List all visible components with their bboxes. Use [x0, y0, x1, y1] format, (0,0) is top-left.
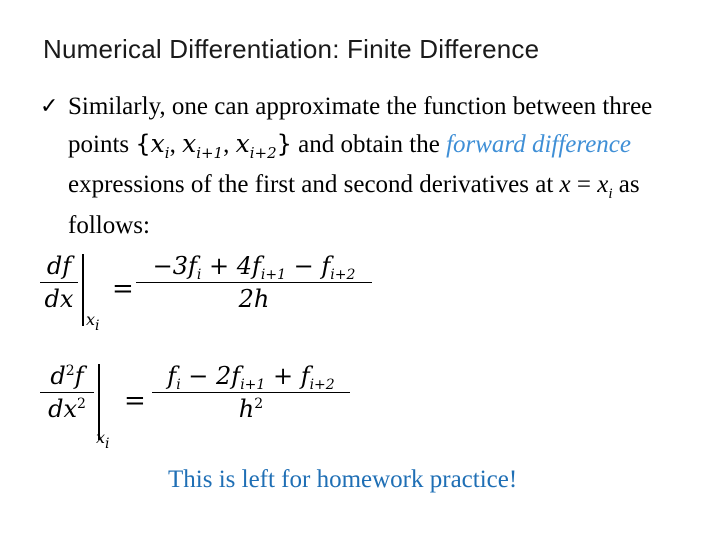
eq2-lhs-numerator: [40, 362, 94, 390]
eq2-rhs-num-s3: i+2: [309, 377, 335, 393]
para-text-1: Similarly, one can approximate the function between three points: [68, 93, 653, 158]
para-text-2: and obtain the: [291, 131, 447, 158]
eq1-rhs-numerator: [136, 252, 372, 283]
set-x-i1: x: [182, 129, 197, 158]
eq2-eval-var: x: [96, 428, 106, 447]
eq1-eval-sub: i: [95, 318, 100, 334]
forward-difference-highlight: forward difference: [446, 131, 631, 158]
eq1-rhs-num-a: −3f: [152, 252, 197, 280]
eq2-rhs-denominator: [152, 395, 350, 423]
para-text-4: as follows:: [68, 171, 640, 239]
eq2-rhs-fraction: [152, 362, 350, 423]
eq2-evaluation-point: [96, 428, 110, 452]
eq2-rhs-numerator: [152, 362, 350, 393]
eq2-eval-sub: i: [105, 436, 110, 452]
eq2-rhs-num-b: − 2f: [180, 362, 241, 390]
eq2-rhs-den-h: h: [238, 395, 255, 423]
eq1-lhs-fraction: [40, 252, 78, 313]
check-mark-icon: ✓: [40, 94, 59, 119]
set-open-brace: {: [135, 130, 151, 158]
eq1-rhs-num-s3: i+2: [330, 267, 356, 283]
eq1-evaluation-bar: [82, 254, 84, 326]
eq2-rhs-den-sup: 2: [254, 396, 264, 412]
eq1-equals: =: [112, 274, 134, 304]
eq1-rhs-denominator: 2h: [238, 285, 270, 313]
set-close-brace: }: [276, 130, 292, 158]
at-x-i: x: [597, 171, 609, 198]
eq2-rhs-num-c: + f: [265, 362, 310, 390]
set-x-i1-sub: i+1: [196, 144, 224, 162]
eq2-lhs-num-sup: 2: [65, 363, 75, 379]
set-x-i: x: [150, 129, 165, 158]
set-comma-1: ,: [169, 131, 183, 158]
eq2-lhs-denominator: [40, 395, 94, 423]
slide-title: Numerical Differentiation: Finite Difference: [43, 34, 540, 64]
para-text-3: expressions of the first and second derivatives at: [68, 171, 560, 198]
eq2-rhs-num-s1: i: [176, 377, 181, 393]
eq2-lhs-fraction: [40, 362, 94, 423]
first-derivative-equation: [40, 252, 400, 342]
set-x-i-sub: i: [164, 144, 170, 162]
eq2-lhs-den-dx: dx: [48, 395, 77, 423]
bullet-paragraph: [68, 88, 668, 244]
eq1-rhs-num-s1: i: [196, 267, 202, 283]
eq1-rhs-num-b: + 4f: [201, 252, 261, 280]
eq1-evaluation-point: [86, 310, 100, 334]
eq1-rhs-num-s2: i+1: [260, 267, 287, 283]
eq2-rhs-num-s2: i+1: [240, 377, 266, 393]
eq1-lhs-denominator: dx: [44, 285, 74, 313]
at-equals: =: [570, 171, 598, 198]
eq1-eval-var: x: [86, 310, 96, 329]
set-x-i2-sub: i+2: [249, 144, 277, 162]
second-derivative-equation: [40, 362, 400, 457]
eq2-lhs-den-sup: 2: [76, 396, 86, 412]
eq1-rhs-num-c: − f: [286, 252, 331, 280]
homework-note: This is left for homework practice!: [168, 466, 518, 493]
eq2-lhs-num-d: d: [50, 362, 66, 390]
eq1-lhs-bar: [40, 282, 78, 283]
at-x: x: [559, 171, 571, 198]
eq2-lhs-num-f: f: [74, 362, 84, 390]
eq2-rhs-num-a: f: [167, 362, 177, 390]
eq2-lhs-bar: [40, 392, 94, 393]
set-comma-2: ,: [223, 131, 236, 158]
eq2-equals: =: [124, 386, 146, 416]
at-x-i-sub: i: [608, 186, 613, 202]
set-x-i2: x: [235, 129, 250, 158]
eq1-lhs-numerator: df: [46, 252, 72, 280]
eq1-rhs-fraction: [136, 252, 372, 313]
